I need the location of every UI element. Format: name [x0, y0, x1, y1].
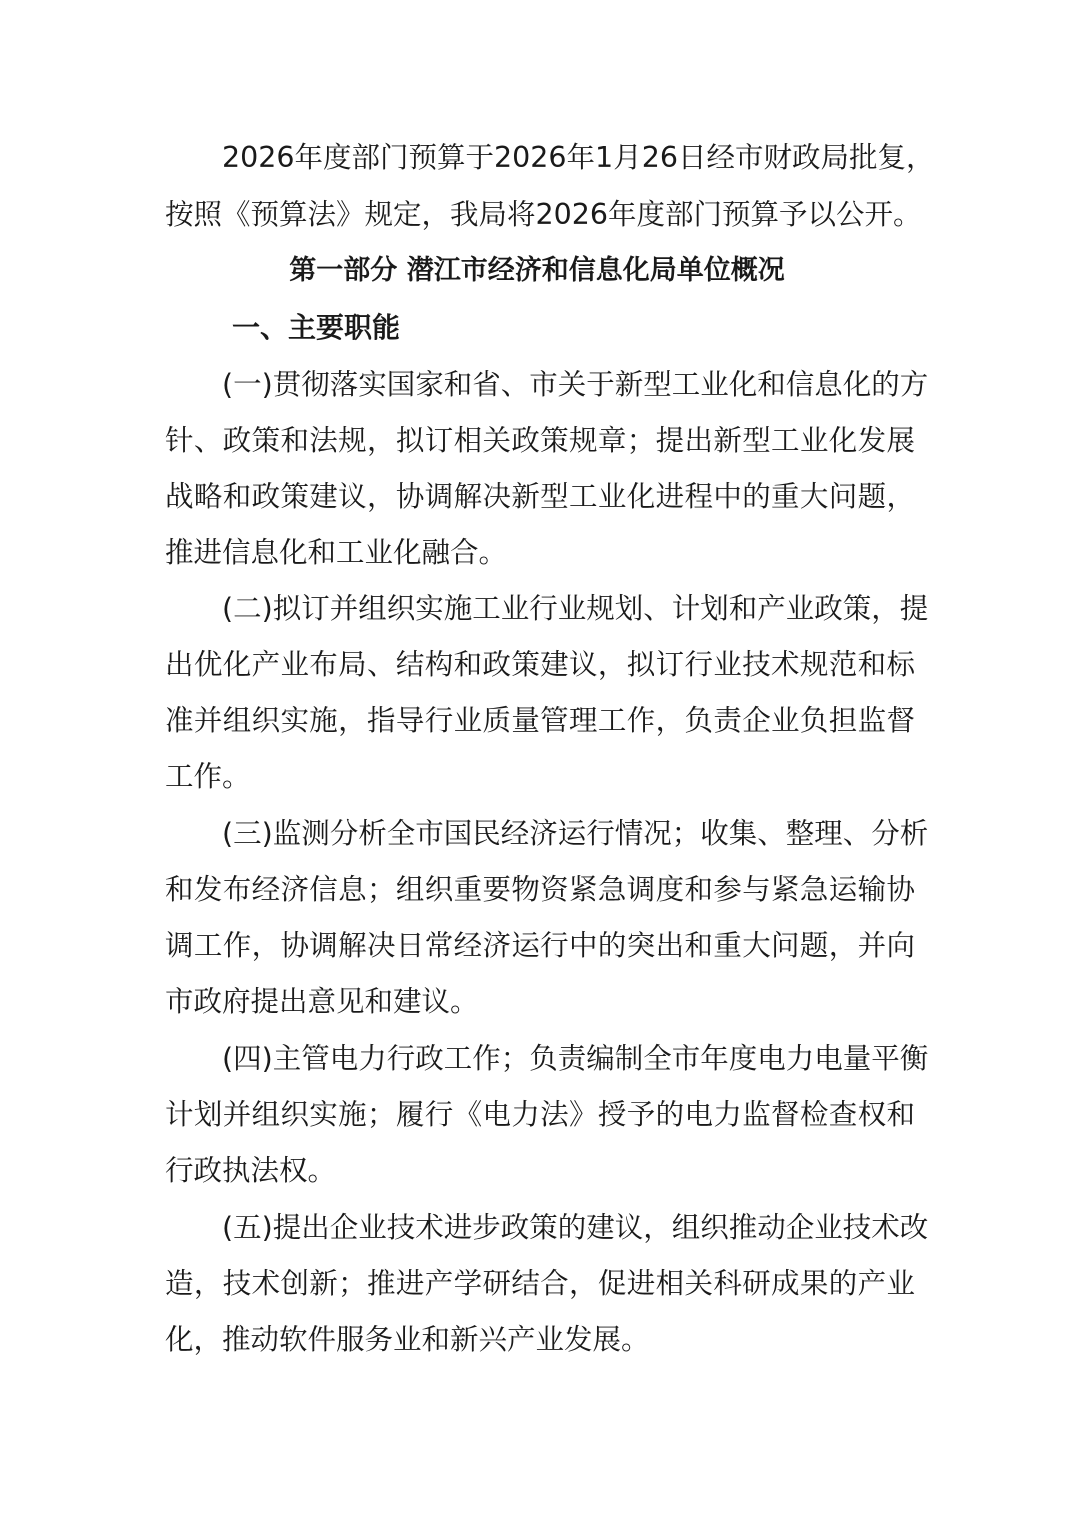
- intro-line-1: 2026年度部门预算于2026年1月26日经市财政局批复，: [222, 141, 935, 174]
- paragraph-line: 推进信息化和工业化融合。: [165, 536, 508, 569]
- part-title: 第一部分 潜江市经济和信息化局单位概况: [289, 255, 785, 286]
- paragraph-line: (一)贯彻落实国家和省、市关于新型工业化和信息化的方: [222, 368, 929, 401]
- paragraph-line: 调工作，协调解决日常经济运行中的突出和重大问题，并向: [165, 929, 915, 962]
- paragraph-line: (五)提出企业技术进步政策的建议，组织推动企业技术改: [222, 1211, 929, 1244]
- section-heading: 一、主要职能: [232, 311, 401, 344]
- paragraph-line: 造，技术创新；推进产学研结合，促进相关科研成果的产业: [165, 1267, 915, 1300]
- paragraph-line: 化，推动软件服务业和新兴产业发展。: [165, 1323, 650, 1356]
- intro-line-2: 按照《预算法》规定，我局将2026年度部门预算予以公开。: [165, 198, 922, 231]
- paragraph-line: 工作。: [165, 760, 251, 793]
- paragraph-line: 准并组织实施，指导行业质量管理工作，负责企业负担监督: [165, 704, 915, 737]
- paragraph-line: 行政执法权。: [165, 1154, 337, 1187]
- paragraph-line: 战略和政策建议，协调解决新型工业化进程中的重大问题，: [165, 480, 915, 513]
- paragraph-line: 市政府提出意见和建议。: [165, 985, 479, 1018]
- paragraph-line: (四)主管电力行政工作；负责编制全市年度电力电量平衡: [222, 1042, 929, 1075]
- paragraph-line: (二)拟订并组织实施工业行业规划、计划和产业政策，提: [222, 592, 929, 625]
- paragraph-line: 针、政策和法规，拟订相关政策规章；提出新型工业化发展: [165, 424, 915, 457]
- paragraph-line: 出优化产业布局、结构和政策建议，拟订行业技术规范和标: [165, 648, 915, 681]
- paragraph-line: 计划并组织实施；履行《电力法》授予的电力监督检查权和: [165, 1098, 915, 1131]
- paragraph-line: 和发布经济信息；组织重要物资紧急调度和参与紧急运输协: [165, 873, 915, 906]
- paragraph-line: (三)监测分析全市国民经济运行情况；收集、整理、分析: [222, 817, 929, 850]
